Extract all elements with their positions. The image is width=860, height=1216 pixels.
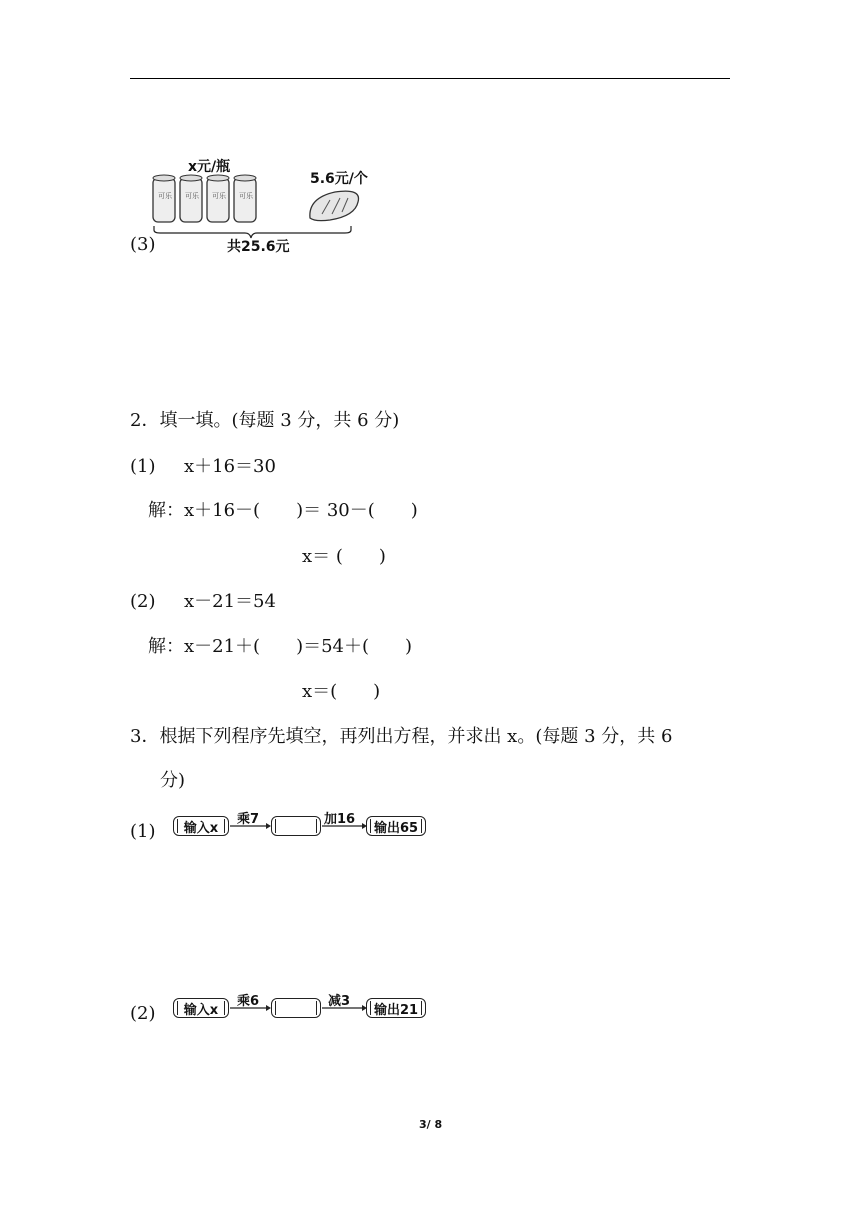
q2-p1-step2: x＝ ( ) bbox=[302, 546, 386, 567]
flow2-op2-label: 减3 bbox=[328, 994, 351, 1009]
flow1-input-box bbox=[173, 816, 229, 836]
header-rule bbox=[130, 78, 730, 79]
q3-p1-label: (1) bbox=[130, 821, 156, 842]
flow2-input-box bbox=[173, 998, 229, 1018]
q2-p2-step2: x＝( ) bbox=[302, 681, 381, 702]
can-price-label: x元/瓶 bbox=[188, 159, 231, 175]
arrow-right-icon bbox=[322, 820, 368, 832]
flow2-input-text: 输入x bbox=[183, 1002, 219, 1018]
arrow-right-icon bbox=[230, 1002, 272, 1014]
flow1-op2-label: 加16 bbox=[324, 812, 356, 827]
svg-text:可乐: 可乐 bbox=[185, 192, 199, 200]
q3-p2-label: (2) bbox=[130, 1003, 156, 1024]
q1-3-label: (3) bbox=[130, 234, 156, 255]
flow2-op1-label: 乘6 bbox=[237, 994, 260, 1009]
bread-icon bbox=[310, 191, 359, 221]
arrow-right-icon bbox=[230, 820, 272, 832]
flow2-blank-box bbox=[271, 998, 321, 1018]
arrow-right-icon bbox=[322, 1002, 368, 1014]
q3-title-line1: 3．根据下列程序先填空，再列出方程，并求出 x。(每题 3 分，共 6 bbox=[130, 726, 673, 747]
total-label: 共25.6元 bbox=[227, 239, 290, 255]
q2-p1-step1: 解：x＋16－( )＝ 30－( ) bbox=[148, 500, 418, 521]
q2-p2-label: (2) bbox=[130, 591, 156, 612]
flow1-op1-label: 乘7 bbox=[237, 812, 260, 827]
svg-text:可乐: 可乐 bbox=[158, 192, 172, 200]
q2-title: 2．填一填。(每题 3 分，共 6 分) bbox=[130, 410, 400, 431]
can-icon bbox=[180, 175, 202, 222]
flow2-output-text: 输出21 bbox=[373, 1002, 419, 1018]
svg-text:可乐: 可乐 bbox=[212, 192, 226, 200]
q3-title-line2: 分) bbox=[160, 770, 186, 791]
flow1-blank-box bbox=[271, 816, 321, 836]
can-icon bbox=[207, 175, 229, 222]
flow1-output-box bbox=[366, 816, 426, 836]
can-icon bbox=[234, 175, 256, 222]
flow1-output-text: 输出65 bbox=[373, 820, 419, 836]
q2-p2-equation: x－21＝54 bbox=[184, 591, 276, 612]
q2-p1-label: (1) bbox=[130, 456, 156, 477]
cans-and-bread-illustration bbox=[150, 170, 370, 240]
svg-text:可乐: 可乐 bbox=[239, 192, 253, 200]
q2-p2-step1: 解：x－21＋( )＝54＋( ) bbox=[148, 636, 413, 657]
flow2-output-box bbox=[366, 998, 426, 1018]
q2-p1-equation: x＋16＝30 bbox=[184, 456, 276, 477]
can-icon bbox=[153, 175, 175, 222]
flow1-input-text: 输入x bbox=[183, 820, 219, 836]
page-number: 3/ 8 bbox=[419, 1118, 443, 1131]
bread-price-label: 5.6元/个 bbox=[310, 171, 368, 187]
